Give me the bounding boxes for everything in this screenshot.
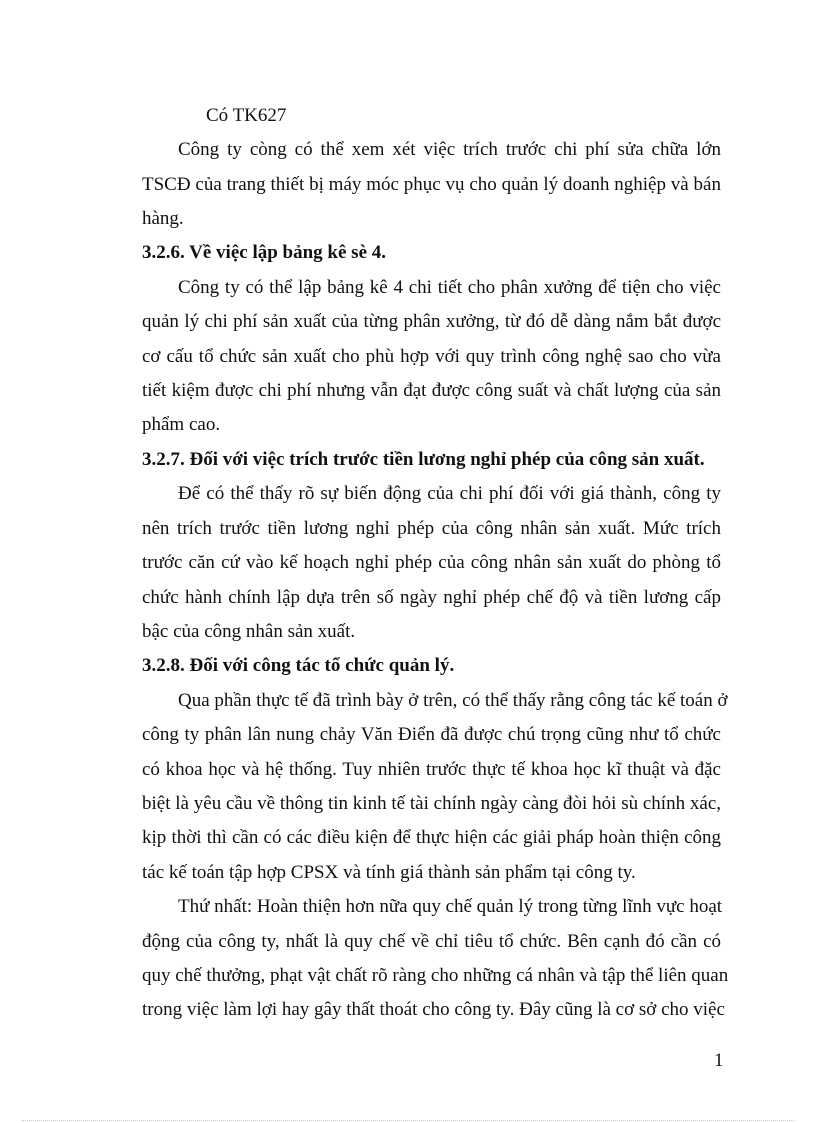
paragraph-line: hàng.	[142, 208, 184, 229]
paragraph-line: có khoa học và hệ thống. Tuy nhiên trước thực tế khoa học kĩ thuật và đặc	[142, 759, 721, 780]
paragraph-line: quản lý chi phí sản xuất của từng phân xưởng, từ đó dễ dàng nắm bắt được	[142, 311, 721, 332]
paragraph-line: tác kế toán tập hợp CPSX và tính giá thành sản phẩm tại công ty.	[142, 862, 636, 883]
paragraph-line: trong việc làm lợi hay gây thất thoát cho công ty. Đây cũng là cơ sở cho việc	[142, 999, 725, 1020]
account-line: Có TK627	[206, 105, 287, 126]
paragraph-line: Công ty còng có thể xem xét việc trích trước chi phí sửa chữa lớn	[178, 139, 721, 160]
paragraph-line: trước căn cứ vào kế hoạch nghỉ phép của công nhân sản xuất do phòng tổ	[142, 552, 721, 573]
paragraph-line: biệt là yêu cầu về thông tin kinh tế tài chính ngày càng đòi hỏi sù chính xác,	[142, 793, 721, 814]
paragraph-line: tiết kiệm được chi phí nhưng vẫn đạt được công suất và chất lượng của sản	[142, 380, 721, 401]
paragraph-line: phẩm cao.	[142, 414, 221, 435]
section-heading-3-2-6: 3.2.6. Về việc lập bảng kê sè 4.	[142, 242, 387, 263]
page-bottom-rule	[22, 1120, 794, 1121]
section-heading-3-2-7: 3.2.7. Đối với việc trích trước tiền lương nghỉ phép của công sản xuất.	[142, 449, 705, 470]
paragraph-line: động của công ty, nhất là quy chế về chỉ tiêu tổ chức. Bên cạnh đó cần có	[142, 931, 721, 952]
paragraph-line: Để có thể thấy rõ sự biến động của chi phí đối với giá thành, công ty	[178, 483, 721, 504]
paragraph-line: Thứ nhất: Hoàn thiện hơn nữa quy chế quản lý trong từng lĩnh vực hoạt	[178, 896, 723, 917]
paragraph-line: Qua phần thực tế đã trình bày ở trên, có thể thấy rằng công tác kế toán ở	[178, 690, 728, 711]
paragraph-line: công ty phân lân nung chảy Văn Điển đã được chú trọng cũng như tổ chức	[142, 724, 721, 745]
paragraph-line: Công ty có thể lập bảng kê 4 chi tiết cho phân xưởng để tiện cho việc	[178, 277, 721, 298]
paragraph-line: cơ cấu tổ chức sản xuất cho phù hợp với quy trình công nghệ sao cho vừa	[142, 346, 721, 367]
paragraph-line: kịp thời thì cần có các điều kiện để thực hiện các giải pháp hoàn thiện công	[142, 827, 721, 848]
paragraph-line: quy chế thưởng, phạt vật chất rõ ràng cho những cá nhân và tập thể liên quan	[142, 965, 729, 986]
page-number: 1	[714, 1050, 724, 1071]
paragraph-line: bậc của công nhân sản xuất.	[142, 621, 356, 642]
paragraph-line: TSCĐ của trang thiết bị máy móc phục vụ cho quản lý doanh nghiệp và bán	[142, 174, 721, 195]
section-heading-3-2-8: 3.2.8. Đối với công tác tổ chức quản lý.	[142, 655, 455, 676]
paragraph-line: nên trích trước tiền lương nghỉ phép của công nhân sản xuất. Mức trích	[142, 518, 721, 539]
paragraph-line: chức hành chính lập dựa trên số ngày nghỉ phép chế độ và tiền lương cấp	[142, 587, 721, 608]
